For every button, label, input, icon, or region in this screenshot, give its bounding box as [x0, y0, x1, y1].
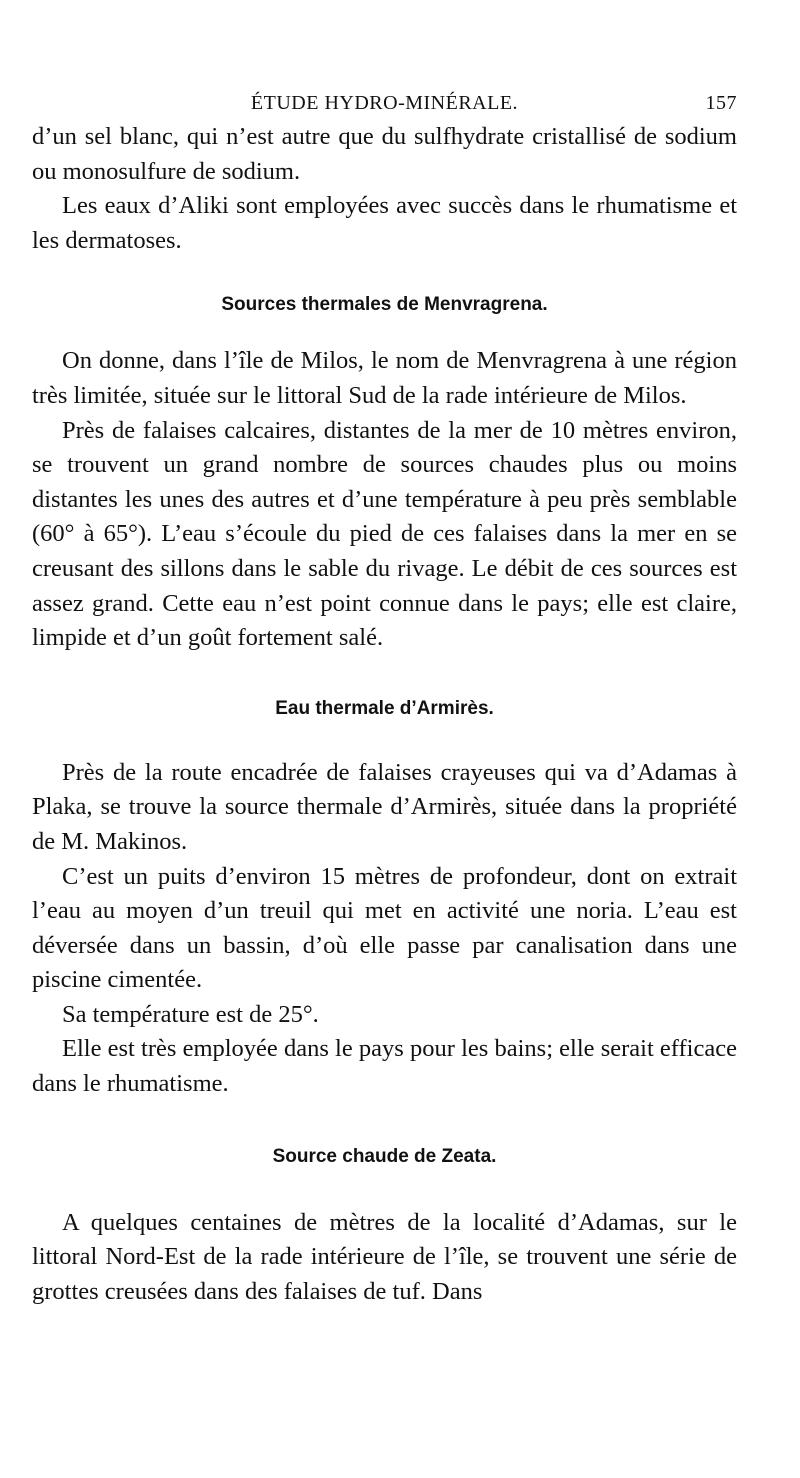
running-title: ÉTUDE HYDRO-MINÉRALE. — [250, 92, 519, 114]
paragraph-menvragrena-location: On donne, dans l’île de Milos, le nom de Menvragrena à une région très limitée, située sur le littoral Sud de la rade intérieure de Milos. — [32, 347, 737, 409]
section-heading-menvragrena: Sources thermales de Menvragrena. — [221, 294, 548, 316]
paragraph-menvragrena-sources: Près de falaises calcaires, distantes de la mer de 10 mètres environ, se trouvent un grand nombre de sources chaudes plus ou moins distantes les unes des autres et d’une température à peu près semblable (60° à 65°). L’eau s’écoule du pied de ces falaises dans la mer en se creusant des sillons dans le sable du rivage. Le débit de ces sources est assez grand. Cette eau n’est point connue dans le pays; elle est claire, limpide et d’un goût fortement salé. — [32, 416, 737, 652]
paragraph-aliki-uses: Les eaux d’Aliki sont employées avec succès dans le rhumatisme et les dermatoses. — [32, 192, 737, 254]
section-heading-armires: Eau thermale d’Armirès. — [275, 697, 494, 719]
page-number: 157 — [705, 92, 737, 114]
paragraph-zeata-location: A quelques centaines de mètres de la localité d’Adamas, sur le littoral Nord-Est de la rade intérieure de l’île, se trouvent une série de grottes creusées dans des falaises de tuf. Dans — [32, 1208, 737, 1305]
book-page — [32, 88, 737, 1309]
paragraph-armires-well: C’est un puits d’environ 15 mètres de profondeur, dont on extrait l’eau au moyen d’un treuil qui met en activité une noria. L’eau est déversée dans un bassin, d’où elle passe par canalisation dans une piscine cimentée. — [32, 862, 737, 994]
paragraph-armires-location: Près de la route encadrée de falaises crayeuses qui va d’Adamas à Plaka, se trouve la source thermale d’Armirès, située dans la propriété de M. Makinos. — [32, 758, 737, 855]
paragraph-continued: d’un sel blanc, qui n’est autre que du sulfhydrate cristallisé de sodium ou monosulfure de sodium. — [32, 123, 737, 185]
paragraph-armires-temperature: Sa température est de 25°. — [62, 1000, 319, 1028]
running-header — [32, 88, 737, 120]
section-heading-zeata: Source chaude de Zeata. — [272, 1145, 497, 1167]
paragraph-armires-uses: Elle est très employée dans le pays pour les bains; elle serait efficace dans le rhumatisme. — [32, 1035, 737, 1098]
